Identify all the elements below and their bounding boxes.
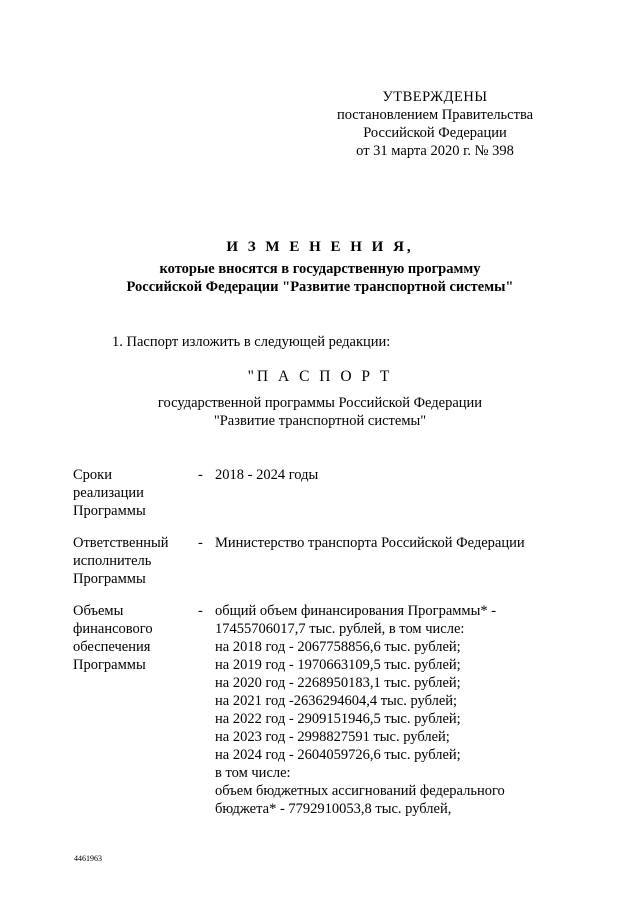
row-value-executor <box>215 534 555 552</box>
value-line: 17455706017,7 тыс. рублей, в том числе: <box>215 621 465 637</box>
passport-title: "П А С П О Р Т <box>247 368 393 385</box>
label-line: финансового <box>73 621 153 637</box>
label-line: Программы <box>73 657 146 673</box>
value-line: 2018 - 2024 годы <box>215 467 319 483</box>
label-line: Объемы <box>73 603 124 619</box>
value-line: на 2023 год - 2998827591 тыс. рублей; <box>215 729 450 745</box>
label-line: исполнитель <box>73 553 152 569</box>
passport-sub-line: государственной программы Российской Федерации <box>157 395 483 411</box>
passport-sub-line: "Развитие транспортной системы" <box>213 413 427 429</box>
value-line: на 2021 год -2636294604,4 тыс. рублей; <box>215 693 458 709</box>
value-line: объем бюджетных ассигнований федерального <box>215 783 505 799</box>
row-dash: - <box>198 603 203 619</box>
approval-heading: УТВЕРЖДЕНЫ <box>382 89 488 105</box>
row-label-period <box>73 466 193 520</box>
row-label-executor <box>73 534 193 588</box>
label-line: Программы <box>73 571 146 587</box>
row-value-funding <box>215 602 555 818</box>
instruction-paragraph: 1. Паспорт изложить в следующей редакции: <box>112 334 391 350</box>
label-line: Ответственный <box>73 535 169 551</box>
approval-stamp <box>300 88 570 160</box>
approval-date-number: от 31 марта 2020 г. № 398 <box>356 143 514 159</box>
approval-line: постановлением Правительства <box>336 107 534 123</box>
document-title <box>0 238 640 296</box>
title-main: И З М Е Н Е Н И Я, <box>226 239 414 255</box>
label-line: обеспечения <box>73 639 151 655</box>
value-line: Министерство транспорта Российской Федерации <box>215 535 525 551</box>
row-dash: - <box>198 535 203 551</box>
row-value-period <box>215 466 555 484</box>
label-line: Сроки <box>73 467 112 483</box>
title-sub-line: Российской Федерации "Развитие транспортной системы" <box>126 279 514 295</box>
value-line: на 2024 год - 2604059726,6 тыс. рублей; <box>215 747 461 763</box>
value-line: на 2019 год - 1970663109,5 тыс. рублей; <box>215 657 461 673</box>
value-line: бюджета* - 7792910053,8 тыс. рублей, <box>215 801 452 817</box>
label-line: Программы <box>73 503 146 519</box>
passport-heading <box>0 368 640 430</box>
document-id: 4461963 <box>74 854 102 863</box>
row-label-funding <box>73 602 193 674</box>
value-line: на 2018 год - 2067758856,6 тыс. рублей; <box>215 639 461 655</box>
approval-line: Российской Федерации <box>363 125 507 141</box>
value-line: общий объем финансирования Программы* - <box>215 603 497 619</box>
value-line: на 2022 год - 2909151946,5 тыс. рублей; <box>215 711 461 727</box>
value-line: на 2020 год - 2268950183,1 тыс. рублей; <box>215 675 461 691</box>
value-line: в том числе: <box>215 765 291 781</box>
title-sub-line: которые вносятся в государственную программу <box>159 261 481 277</box>
row-dash: - <box>198 467 203 483</box>
label-line: реализации <box>73 485 144 501</box>
